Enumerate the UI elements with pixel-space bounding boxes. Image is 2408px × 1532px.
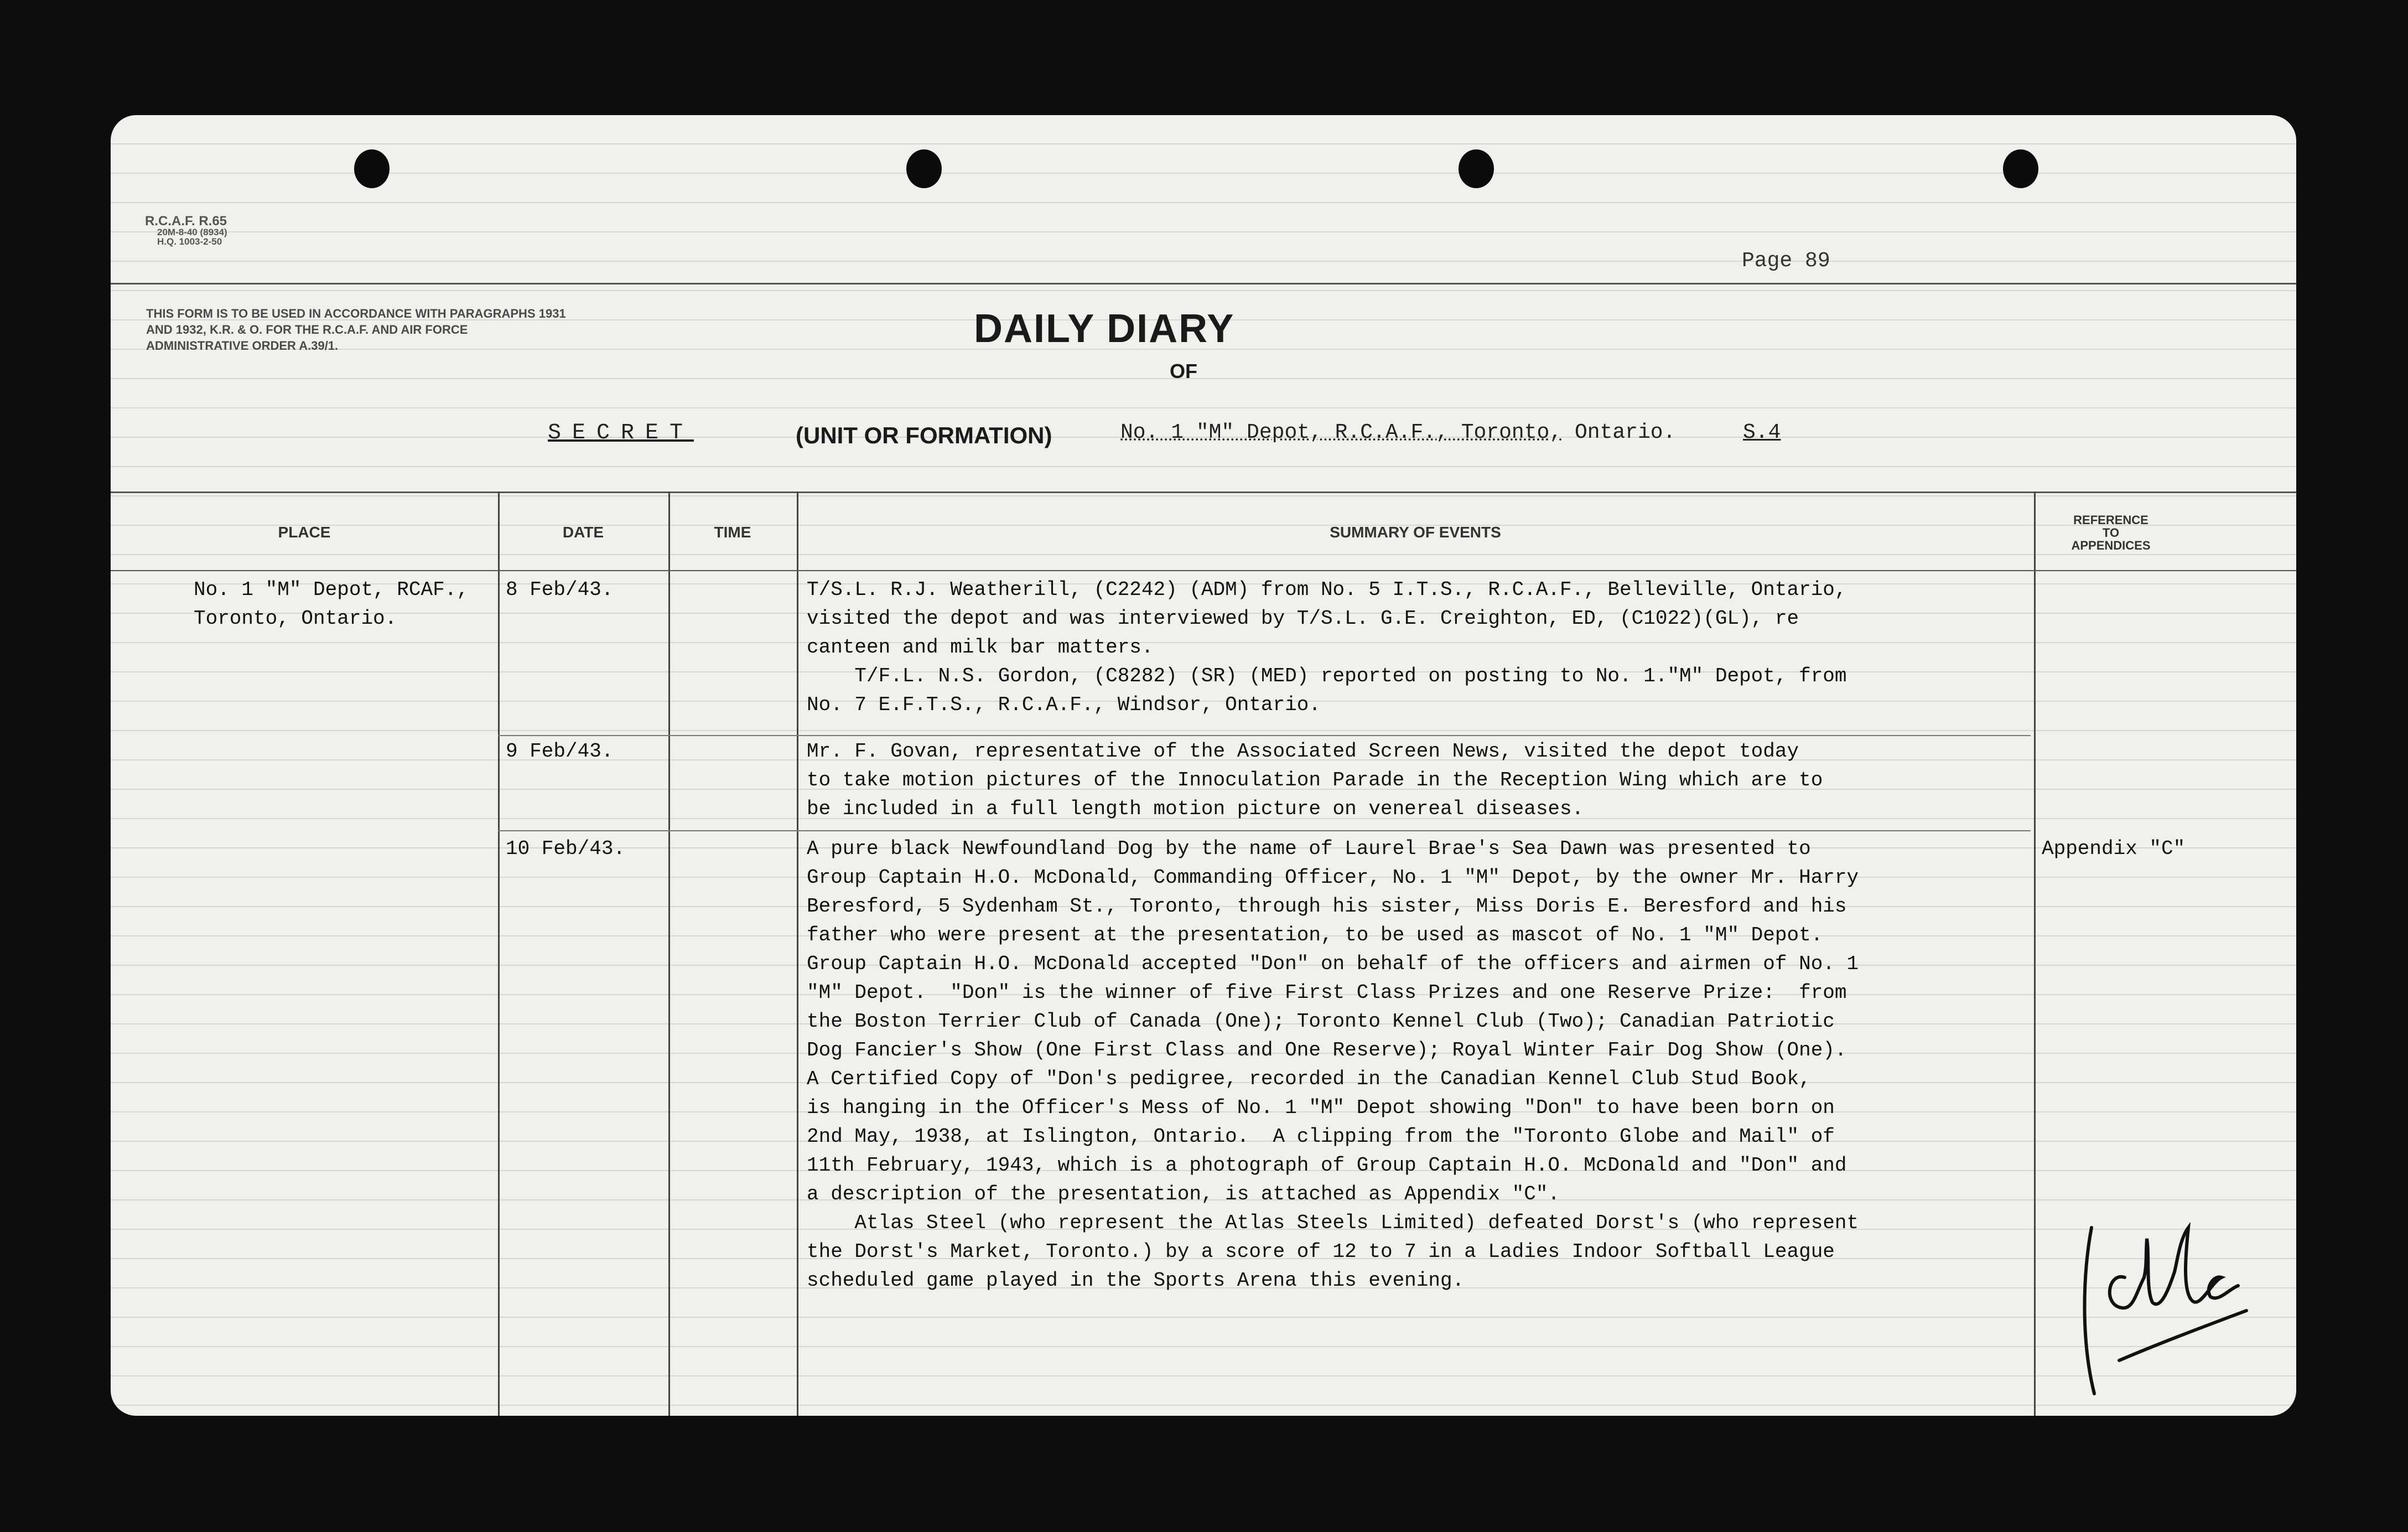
page-title-of: OF [1170,360,1197,382]
unit-value-main: No. 1 "M" Depot, R.C.A.F., Toronto, [1120,421,1563,444]
column-divider [668,491,670,1416]
column-divider [498,491,500,1416]
reference-header-line: REFERENCE [2073,513,2148,527]
column-header-date: DATE [562,524,604,541]
entry-date: 9 Feb/43. [506,740,614,763]
column-divider [2034,491,2036,1416]
entry-reference: Appendix "C" [2042,837,2186,860]
reference-header-line: TO [2102,526,2120,540]
entry-summary: A pure black Newfoundland Dog by the name of Laurel Brae's Sea Dawn was presented to Group Captain H.O. McDonald, Commanding Officer, No. 1 "M" Depot, by the owner Mr. Harry Beresford, 5 Sydenham St., Toronto, through his sister, Miss Doris E. Beresford and his father who were present at the presentation, to be used as mascot of No. 1 "M" Depot. Group Captain H.O. McDonald accepted "Don" on behalf of the officers and airmen of No. 1 "M" Depot. "Don" is the winner of five First Class Prizes and one Reserve Prize: from the Boston Terrier Club of Canada (One); Toronto Kennel Club (Two); Canadian Patriotic Dog Fancier's Show (One First Class and One Reserve); Royal Winter Fair Dog Show (One). A Certified Copy of "Don's pedigree, recorded in the Canadian Kennel Club Stud Book, is hanging in the Officer's Mess of No. 1 "M" Depot showing "Don" to have been born on 2nd May, 1938, at Islington, Ontario. A clipping from the "Toronto Globe and Mail" of 11th February, 1943, which is a photograph of Group Captain H.O. McDonald and "Don" and a description of the presentation, is attached as Appendix "C". Atlas Steel (who represent the Atlas Steels Limited) defeated Dorst's (who represent the Dorst's Market, Toronto.) by a score of 12 to 7 in a Ladies Indoor Softball League scheduled game played in the Sports Arena this evening. [807,837,1859,1292]
column-header-time: TIME [714,524,751,541]
serial-number: S.4 [1743,421,1781,444]
column-header-place: PLACE [278,524,331,541]
unit-value-tail: Ontario. [1574,421,1676,444]
entry-summary: Mr. F. Govan, representative of the Associated Screen News, visited the depot today to take motion pictures of the Innoculation Parade in the Reception Wing which are to be included in a full length motion picture on venereal diseases. [807,740,1823,820]
column-divider [797,491,798,1416]
page-title: DAILY DIARY [974,307,1235,351]
entry-date: 8 Feb/43. [506,578,614,601]
punch-hole [354,149,390,188]
column-header-reference [2047,514,2175,552]
entry-separator [498,830,2031,831]
column-header-summary: SUMMARY OF EVENTS [1330,524,1501,541]
diary-sheet [111,115,2296,1416]
entry-separator [498,735,2031,736]
punch-hole [906,149,942,188]
entry-summary: T/S.L. R.J. Weatherill, (C2242) (ADM) from No. 5 I.T.S., R.C.A.F., Belleville, Ontario, visited the depot and was interviewed by T/S.L. G.E. Creighton, ED, (C1022)(GL), re canteen and milk bar matters. T/F.L. N.S. Gordon, (C8282) (SR) (MED) reported on posting to No. 1."M" Depot, from No. 7 E.F.T.S., R.C.A.F., Windsor, Ontario. [807,578,1847,716]
page-number: Page 89 [1742,249,1830,273]
reference-header-line: APPENDICES [2071,539,2151,552]
header-bottom-rule [111,570,2296,571]
form-code-line: 20M-8-40 (8934) [157,227,227,237]
form-code-line: R.C.A.F. R.65 [145,214,227,229]
punch-hole [2003,149,2038,188]
entry-place: No. 1 "M" Depot, RCAF., Toronto, Ontario. [194,578,469,630]
unit-label: (UNIT OR FORMATION) [796,422,1052,448]
entry-date: 10 Feb/43. [506,837,626,860]
form-code [145,215,227,246]
classification-marking: SECRET [548,421,694,446]
form-usage-note: THIS FORM IS TO BE USED IN ACCORDANCE WITH PARAGRAPHS 1931 AND 1932, K.R. & O. FOR THE R.C.A.F. AND AIR FORCE ADMINISTRATIVE ORDER A.39/1. [146,307,566,353]
table-top-rule [111,491,2296,493]
unit-value [1120,421,1675,444]
signature [2080,1205,2263,1416]
header-rule [111,283,2296,284]
punch-hole [1459,149,1494,188]
form-code-line: H.Q. 1003-2-50 [157,236,222,247]
